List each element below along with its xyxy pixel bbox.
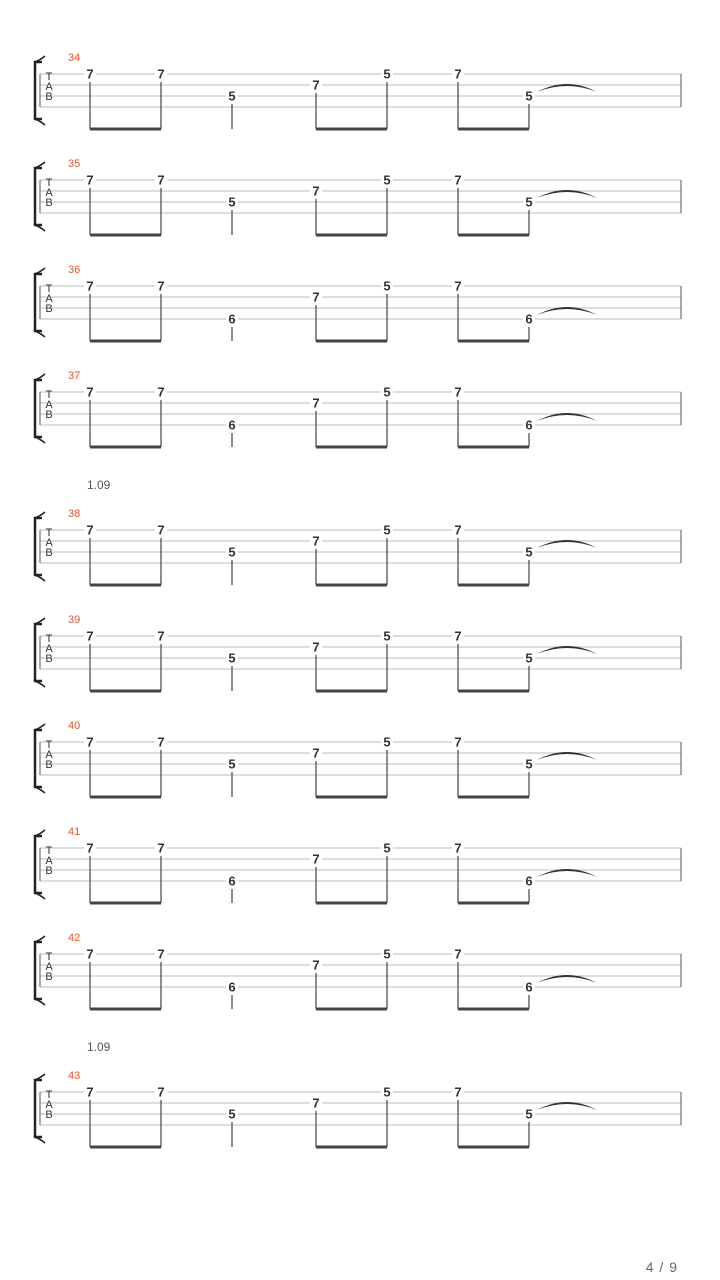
fret-number: 6	[525, 311, 533, 327]
measure-number: 38	[68, 508, 81, 520]
tab-system	[35, 720, 681, 797]
fret-number: 7	[86, 278, 94, 294]
tab-system	[35, 614, 681, 691]
fret-number: 5	[383, 628, 391, 644]
fret-number: 7	[86, 840, 94, 856]
fret-number: 7	[454, 522, 462, 538]
fret-number: 7	[157, 628, 165, 644]
tab-clef-letter: T	[45, 177, 53, 189]
fret-number: 7	[312, 957, 320, 973]
fret-number: 6	[525, 979, 533, 995]
fret-number: 5	[383, 840, 391, 856]
tab-clef-letter: B	[45, 653, 53, 665]
fret-number: 7	[157, 946, 165, 962]
fret-number: 6	[228, 417, 236, 433]
tab-clef-letter: B	[45, 197, 53, 209]
fret-number: 7	[454, 1084, 462, 1100]
fret-number: 7	[86, 946, 94, 962]
fret-number: 5	[383, 66, 391, 82]
fret-number: 5	[228, 544, 236, 560]
tab-system	[35, 826, 681, 903]
fret-number: 7	[312, 745, 320, 761]
fret-number: 7	[312, 533, 320, 549]
tab-clef-letter: T	[45, 527, 53, 539]
fret-number: 5	[383, 384, 391, 400]
fret-number: 5	[228, 650, 236, 666]
tab-clef-letter: T	[45, 283, 53, 295]
fret-number: 7	[86, 522, 94, 538]
tab-clef-letter: A	[45, 749, 53, 761]
tab-clef-letter: B	[45, 759, 53, 771]
tab-system	[35, 1040, 681, 1147]
tab-clef-letter: T	[45, 633, 53, 645]
tempo-marking: 1.09	[87, 1040, 111, 1054]
tab-clef-letter: A	[45, 81, 53, 93]
fret-number: 7	[86, 628, 94, 644]
tab-clef-letter: B	[45, 547, 53, 559]
tab-clef-letter: B	[45, 91, 53, 103]
fret-number: 5	[228, 194, 236, 210]
measure-number: 40	[68, 720, 81, 732]
fret-number: 7	[86, 66, 94, 82]
fret-number: 7	[157, 384, 165, 400]
fret-number: 7	[312, 851, 320, 867]
tab-clef-letter: B	[45, 971, 53, 983]
fret-number: 5	[383, 172, 391, 188]
tab-clef-letter: B	[45, 303, 53, 315]
tab-clef-letter: A	[45, 643, 53, 655]
measure-number: 35	[68, 158, 81, 170]
tab-system	[35, 478, 681, 585]
fret-number: 6	[228, 873, 236, 889]
tab-clef-letter: T	[45, 951, 53, 963]
fret-number: 5	[525, 1106, 533, 1122]
fret-number: 7	[454, 840, 462, 856]
fret-number: 5	[383, 946, 391, 962]
tempo-marking: 1.09	[87, 478, 111, 492]
tab-system	[35, 932, 681, 1009]
fret-number: 7	[454, 946, 462, 962]
fret-number: 7	[86, 384, 94, 400]
tab-system	[35, 264, 681, 341]
tab-clef-letter: A	[45, 399, 53, 411]
fret-number: 7	[312, 289, 320, 305]
fret-number: 5	[525, 194, 533, 210]
fret-number: 7	[454, 278, 462, 294]
fret-number: 7	[157, 172, 165, 188]
measure-number: 42	[68, 932, 81, 944]
fret-number: 5	[525, 88, 533, 104]
fret-number: 5	[525, 650, 533, 666]
measure-number: 36	[68, 264, 81, 276]
fret-number: 6	[228, 979, 236, 995]
system-bracket	[35, 168, 42, 225]
tab-clef-letter: B	[45, 865, 53, 877]
tab-clef-letter: T	[45, 71, 53, 83]
fret-number: 7	[454, 172, 462, 188]
fret-number: 7	[157, 278, 165, 294]
fret-number: 7	[454, 628, 462, 644]
fret-number: 7	[312, 395, 320, 411]
tab-clef-letter: T	[45, 739, 53, 751]
system-bracket	[35, 624, 42, 681]
tab-system	[35, 52, 681, 129]
system-bracket	[35, 730, 42, 787]
system-bracket	[35, 942, 42, 999]
page-number: 4 / 9	[645, 1259, 678, 1275]
tab-clef-letter: A	[45, 961, 53, 973]
fret-number: 7	[86, 172, 94, 188]
tab-clef-letter: A	[45, 293, 53, 305]
system-bracket	[35, 380, 42, 437]
fret-number: 6	[525, 873, 533, 889]
fret-number: 5	[228, 1106, 236, 1122]
fret-number: 7	[312, 183, 320, 199]
system-bracket	[35, 518, 42, 575]
fret-number: 7	[86, 1084, 94, 1100]
tab-clef-letter: T	[45, 389, 53, 401]
tab-clef-letter: A	[45, 855, 53, 867]
fret-number: 5	[525, 756, 533, 772]
fret-number: 7	[157, 734, 165, 750]
fret-number: 5	[228, 756, 236, 772]
measure-number: 43	[68, 1070, 81, 1082]
measure-number: 34	[68, 52, 81, 64]
fret-number: 5	[383, 278, 391, 294]
fret-number: 5	[228, 88, 236, 104]
fret-number: 7	[157, 840, 165, 856]
system-bracket	[35, 62, 42, 119]
system-bracket	[35, 274, 42, 331]
tab-clef-letter: B	[45, 1109, 53, 1121]
tab-clef-letter: A	[45, 187, 53, 199]
fret-number: 7	[157, 66, 165, 82]
fret-number: 7	[454, 384, 462, 400]
system-bracket	[35, 1080, 42, 1137]
fret-number: 5	[383, 522, 391, 538]
fret-number: 7	[454, 66, 462, 82]
tab-clef-letter: T	[45, 1089, 53, 1101]
fret-number: 7	[312, 1095, 320, 1111]
system-bracket	[35, 836, 42, 893]
tab-system	[35, 370, 681, 447]
tab-clef-letter: A	[45, 537, 53, 549]
fret-number: 6	[228, 311, 236, 327]
tab-clef-letter: T	[45, 845, 53, 857]
tab-clef-letter: A	[45, 1099, 53, 1111]
fret-number: 5	[525, 544, 533, 560]
measure-number: 37	[68, 370, 81, 382]
measure-number: 41	[68, 826, 81, 838]
fret-number: 7	[312, 639, 320, 655]
fret-number: 7	[157, 1084, 165, 1100]
tab-clef-letter: B	[45, 409, 53, 421]
fret-number: 5	[383, 1084, 391, 1100]
fret-number: 6	[525, 417, 533, 433]
fret-number: 5	[383, 734, 391, 750]
fret-number: 7	[312, 77, 320, 93]
fret-number: 7	[157, 522, 165, 538]
tab-system	[35, 158, 681, 235]
fret-number: 7	[454, 734, 462, 750]
measure-number: 39	[68, 614, 81, 626]
fret-number: 7	[86, 734, 94, 750]
